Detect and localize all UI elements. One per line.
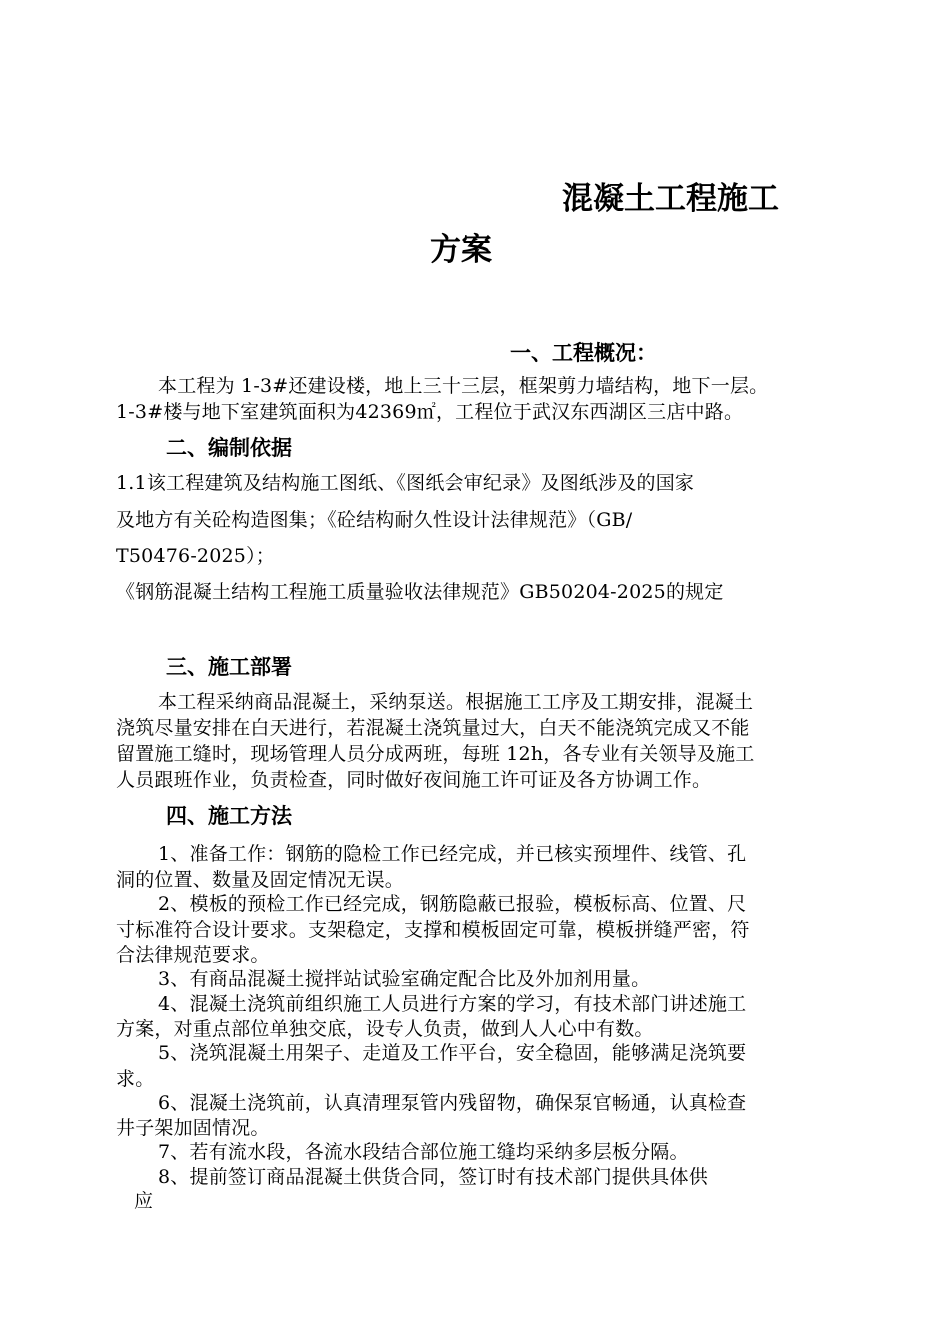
paragraph-line: 6、混凝土浇筑前，认真清理泵管内残留物，确保泵官畅通，认真检查	[158, 1092, 747, 1114]
paragraph-line: 留置施工缝时，现场管理人员分成两班，每班 12h，各专业有关领导及施工	[116, 743, 755, 765]
paragraph-line: 3、有商品混凝土搅拌站试验室确定配合比及外加剂用量。	[158, 968, 651, 990]
paragraph-line: 1-3#楼与地下室建筑面积为42369㎡，工程位于武汉东西湖区三店中路。	[116, 401, 744, 423]
paragraph-line: 人员跟班作业，负责检查，同时做好夜间施工许可证及各方协调工作。	[116, 769, 712, 791]
document-title-line-1: 混凝土工程施工	[562, 181, 779, 217]
paragraph-line: 2、模板的预检工作已经完成，钢筋隐蔽已报验，模板标高、位置、尺	[158, 893, 747, 915]
section-heading-methods: 四、施工方法	[166, 804, 292, 828]
section-heading-overview: 一、工程概况：	[510, 341, 657, 365]
paragraph-line: 《钢筋混凝土结构工程施工质量验收法律规范》GB50204-2025的规定	[116, 581, 724, 603]
paragraph-line: 求。	[116, 1068, 155, 1090]
paragraph-line: 合法律规范要求。	[116, 944, 270, 966]
section-heading-deployment: 三、施工部署	[166, 655, 292, 679]
paragraph-line: T50476-2025）；	[116, 545, 275, 567]
paragraph-line: 方案，对重点部位单独交底，设专人负责，做到人人心中有数。	[116, 1018, 654, 1040]
paragraph-line: 浇筑尽量安排在白天进行，若混凝土浇筑量过大，白天不能浇筑完成又不能	[116, 717, 750, 739]
paragraph-line: 8、提前签订商品混凝土供货合同，签订时有技术部门提供具体供	[158, 1166, 708, 1188]
paragraph-line: 井子架加固情况。	[116, 1117, 270, 1139]
paragraph-line: 及地方有关砼构造图集；《砼结构耐久性设计法律规范》（GB/	[116, 509, 633, 531]
paragraph-line: 5、浇筑混凝土用架子、走道及工作平台，安全稳固，能够满足浇筑要	[158, 1042, 747, 1064]
section-heading-basis: 二、编制依据	[166, 436, 292, 460]
paragraph-line: 应	[134, 1190, 154, 1212]
document-title-line-2: 方案	[430, 232, 492, 268]
paragraph-line: 7、若有流水段，各流水段结合部位施工缝均采纳多层板分隔。	[158, 1141, 689, 1163]
paragraph-line: 洞的位置、数量及固定情况无误。	[116, 869, 405, 891]
paragraph-line: 4、混凝土浇筑前组织施工人员进行方案的学习，有技术部门讲述施工	[158, 993, 747, 1015]
paragraph-line: 寸标准符合设计要求。支架稳定，支撑和模板固定可靠，模板拼缝严密，符	[116, 919, 750, 941]
paragraph-line: 本工程为 1-3#还建设楼，地上三十三层，框架剪力墙结构，地下一层。	[158, 375, 769, 397]
paragraph-line: 1、准备工作：钢筋的隐检工作已经完成，并已核实预埋件、线管、孔	[158, 843, 747, 865]
paragraph-line: 本工程采纳商品混凝土，采纳泵送。根据施工工序及工期安排，混凝土	[158, 691, 754, 713]
paragraph-line: 1.1该工程建筑及结构施工图纸、《图纸会审纪录》及图纸涉及的国家	[116, 472, 695, 494]
